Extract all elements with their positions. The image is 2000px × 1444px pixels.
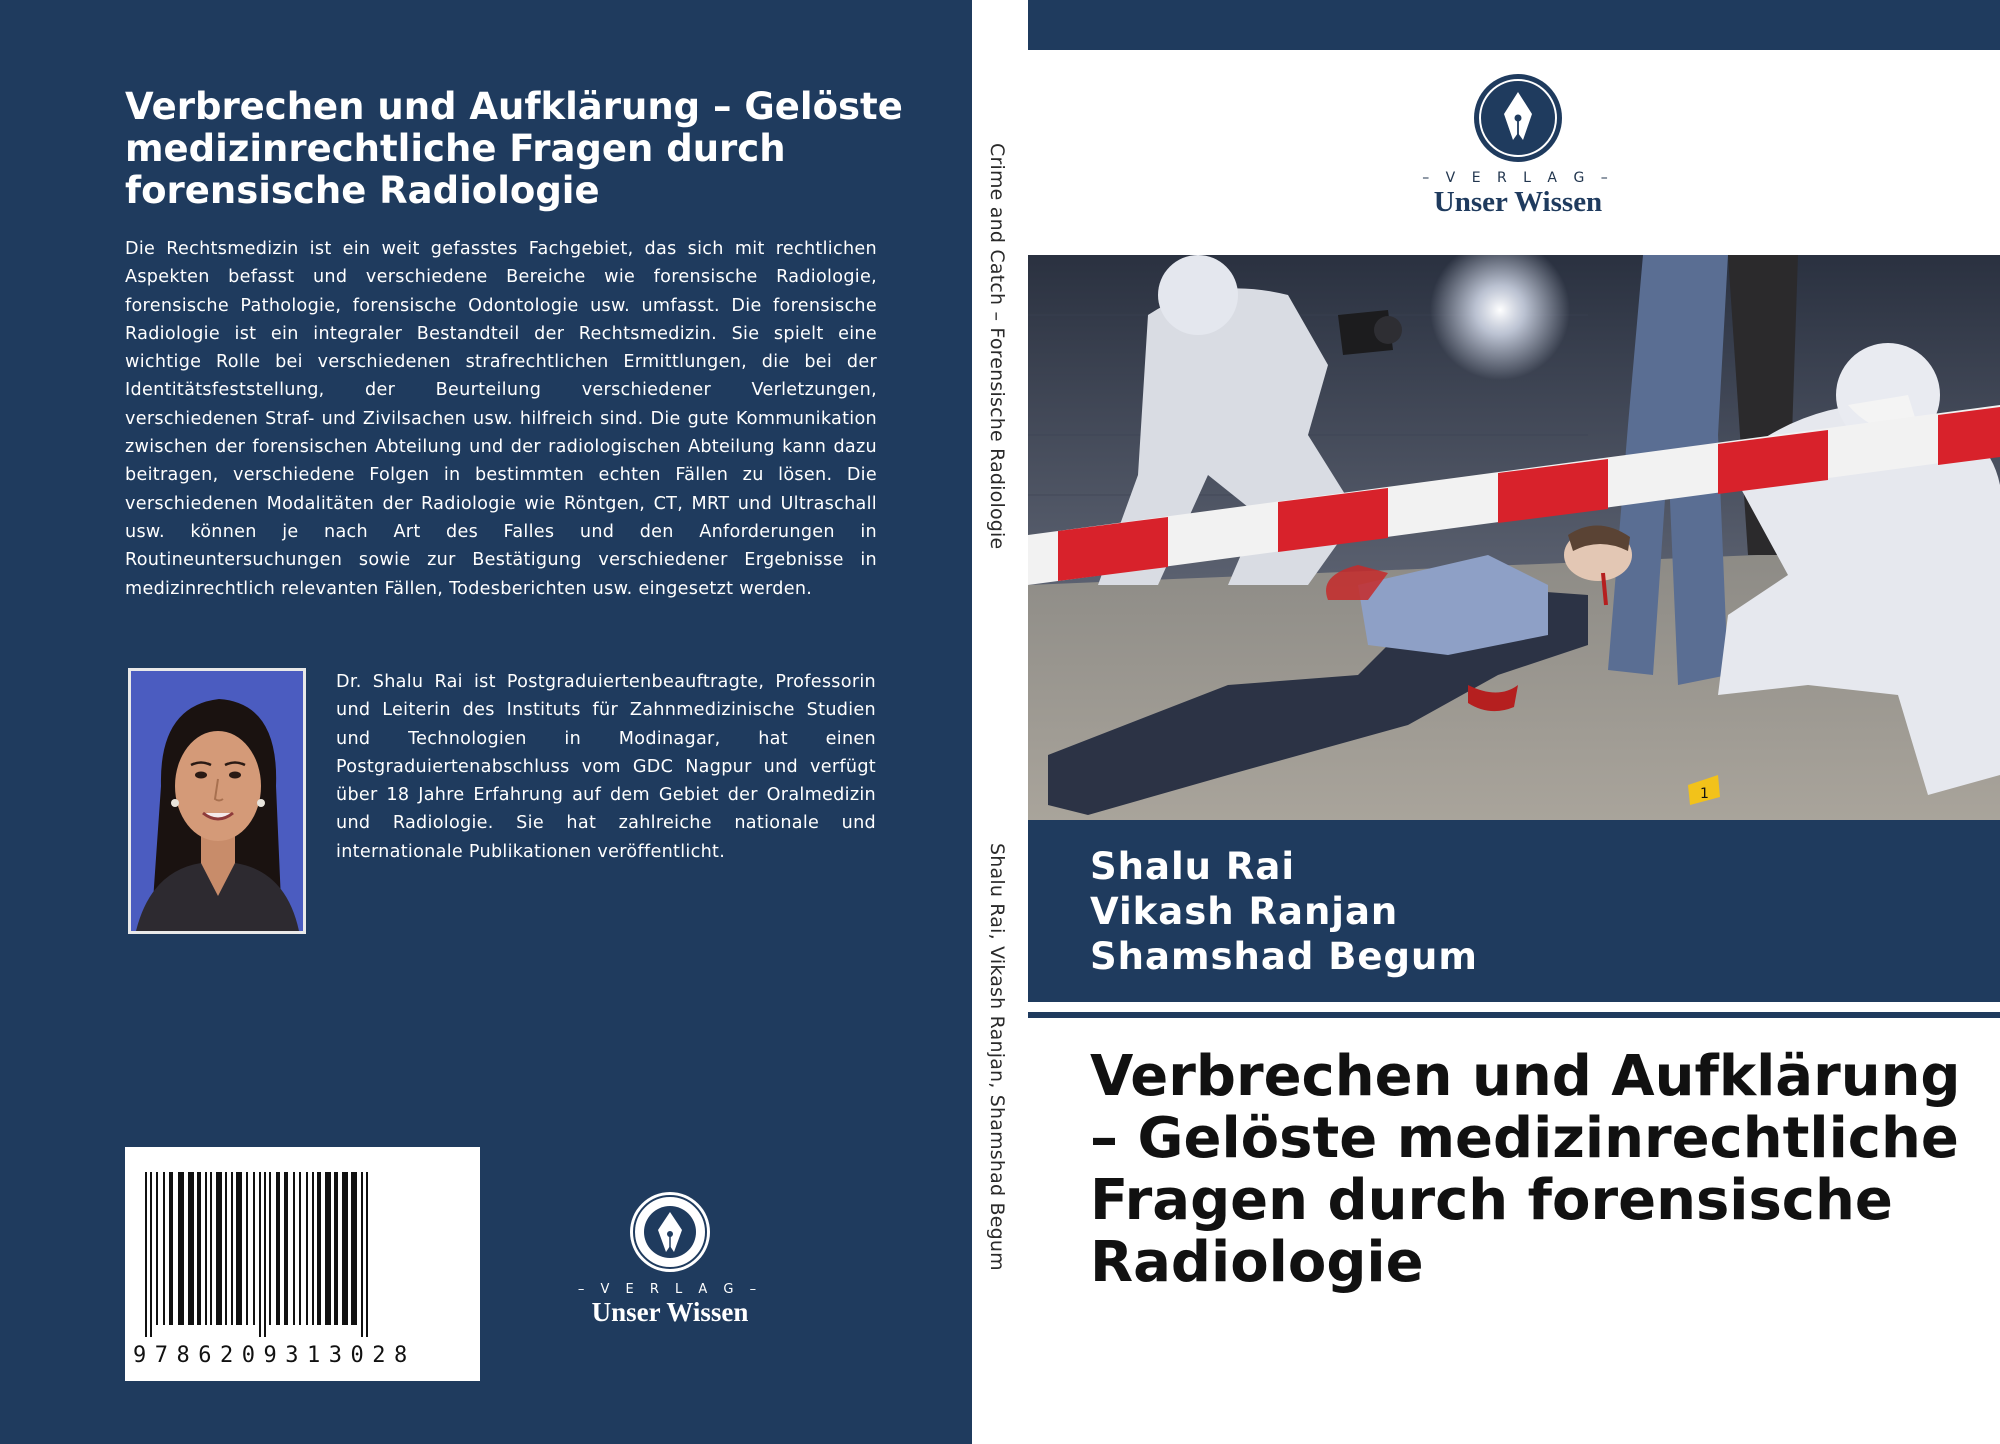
author-name-3: Shamshad Begum: [1090, 935, 1478, 978]
barcode-bar: [150, 1172, 152, 1337]
author-name-1: Shalu Rai: [1090, 845, 1296, 888]
barcode-bar: [361, 1172, 363, 1337]
barcode-bar: [210, 1172, 212, 1325]
barcode-bar: [299, 1172, 301, 1325]
barcode-bar: [188, 1172, 194, 1325]
back-cover: [0, 0, 972, 1444]
barcode-bar: [145, 1172, 147, 1337]
barcode-bar: [163, 1172, 165, 1325]
barcode-bars: [145, 1172, 460, 1342]
author-photo: [128, 668, 306, 934]
barcode-bar: [342, 1172, 348, 1325]
author-bio: Dr. Shalu Rai ist Postgraduiertenbeauftragte, Professorin und Leiterin des Instituts für Zahnmedizinische Studien und Technologien in Modinagar, hat einen Postgraduiertenabschluss vom GDC Nagpur und verfügt über 18 Jahre Erfahrung auf dem Gebiet der Oralmedizin und Radiologie. Sie hat zahlreiche nationale und internationale Publikationen veröffentlicht.: [336, 672, 876, 862]
barcode-bar: [231, 1172, 233, 1325]
front-logo-verlag: – V E R L A G –: [1422, 170, 1614, 186]
barcode-bar: [197, 1172, 201, 1325]
barcode-bar: [178, 1172, 184, 1325]
author-band: [1028, 820, 2000, 1002]
back-publisher-logo: [570, 1190, 770, 1330]
barcode-bar: [225, 1172, 227, 1325]
publisher-seal-icon: [628, 1190, 712, 1274]
back-cover-blurb: Die Rechtsmedizin ist ein weit gefasstes Fachgebiet, das sich mit rechtlichen Aspekten befasst und verschiedene Bereiche wie forensische Radiologie, forensische Pathologie, forensische Odontologie usw. umfasst. Die forensische Radiologie ist ein integraler Bestandteil der Rechtsmedizin. Sie spielt eine wichtige Rolle bei verschiedenen strafrechtlichen Ermittlungen, die bei der Identitätsfeststellung, der Beurteilung verschiedener Verletzungen, verschiedenen Straf- und Zivilsachen usw. hilfreich sind. Die gute Kommunikation zwischen der forensischen Abteilung und der radiologischen Abteilung kann dazu beitragen, verschiedene Folgen in bestimmten echten Fällen zu lösen. Die verschiedenen Modalitäten der Radiologie wie Röntgen, CT, MRT und Ultraschall usw. können je nach Art des Falles und den Anforderungen in Routineuntersuchungen sowie zur Bestätigung verschiedener Ergebnisse in medizinrechtlich relevanten Fällen, Todesberichten usw. eingesetzt werden.: [125, 239, 877, 599]
barcode-bar: [284, 1172, 288, 1325]
barcode-bar: [312, 1172, 314, 1325]
barcode-bar: [264, 1172, 266, 1337]
front-cover: [1028, 0, 2000, 1444]
evidence-marker-label: 1: [1700, 786, 1709, 802]
barcode-bar: [351, 1172, 357, 1325]
barcode-bar: [269, 1172, 271, 1325]
back-cover-title: Verbrechen und Aufklärung – Gelöste medizinrechtliche Fragen durch forensische Radiologie: [125, 85, 903, 212]
barcode-bar: [205, 1172, 207, 1325]
barcode-bar: [246, 1172, 248, 1325]
isbn-digits: 9786209313028: [133, 1343, 416, 1368]
barcode-bar: [156, 1172, 158, 1325]
back-logo-verlag: – V E R L A G –: [577, 1282, 763, 1297]
publisher-seal-icon: [1472, 72, 1564, 164]
front-logo-name: Unser Wissen: [1433, 186, 1603, 218]
spine-authors: Shalu Rai, Vikash Ranjan, Shamshad Begum: [986, 843, 1008, 1271]
crime-scene-photo: [1028, 255, 2000, 820]
author-name-2: Vikash Ranjan: [1090, 890, 1399, 933]
barcode-bar: [306, 1172, 308, 1325]
barcode-bar: [259, 1172, 261, 1337]
barcode-bar: [334, 1172, 338, 1325]
barcode-bar: [169, 1172, 173, 1325]
barcode-bar: [236, 1172, 242, 1325]
front-publisher-logo: [1378, 72, 1658, 222]
isbn-barcode: [125, 1147, 480, 1381]
front-cover-title: Verbrechen und Aufklärung – Gelöste medizinrechtliche Fragen durch forensische Radiologie: [1090, 1044, 1961, 1295]
front-top-bar: [1028, 0, 2000, 50]
front-divider: [1028, 1012, 2000, 1018]
barcode-bar: [253, 1172, 255, 1325]
barcode-bar: [293, 1172, 295, 1325]
spine: [972, 0, 1028, 1444]
barcode-bar: [325, 1172, 331, 1325]
barcode-bar: [366, 1172, 368, 1337]
barcode-bar: [317, 1172, 321, 1325]
barcode-bar: [276, 1172, 280, 1325]
spine-title: Crime and Catch – Forensische Radiologie: [986, 143, 1008, 550]
barcode-bar: [216, 1172, 222, 1325]
back-logo-name: Unser Wissen: [591, 1297, 749, 1327]
